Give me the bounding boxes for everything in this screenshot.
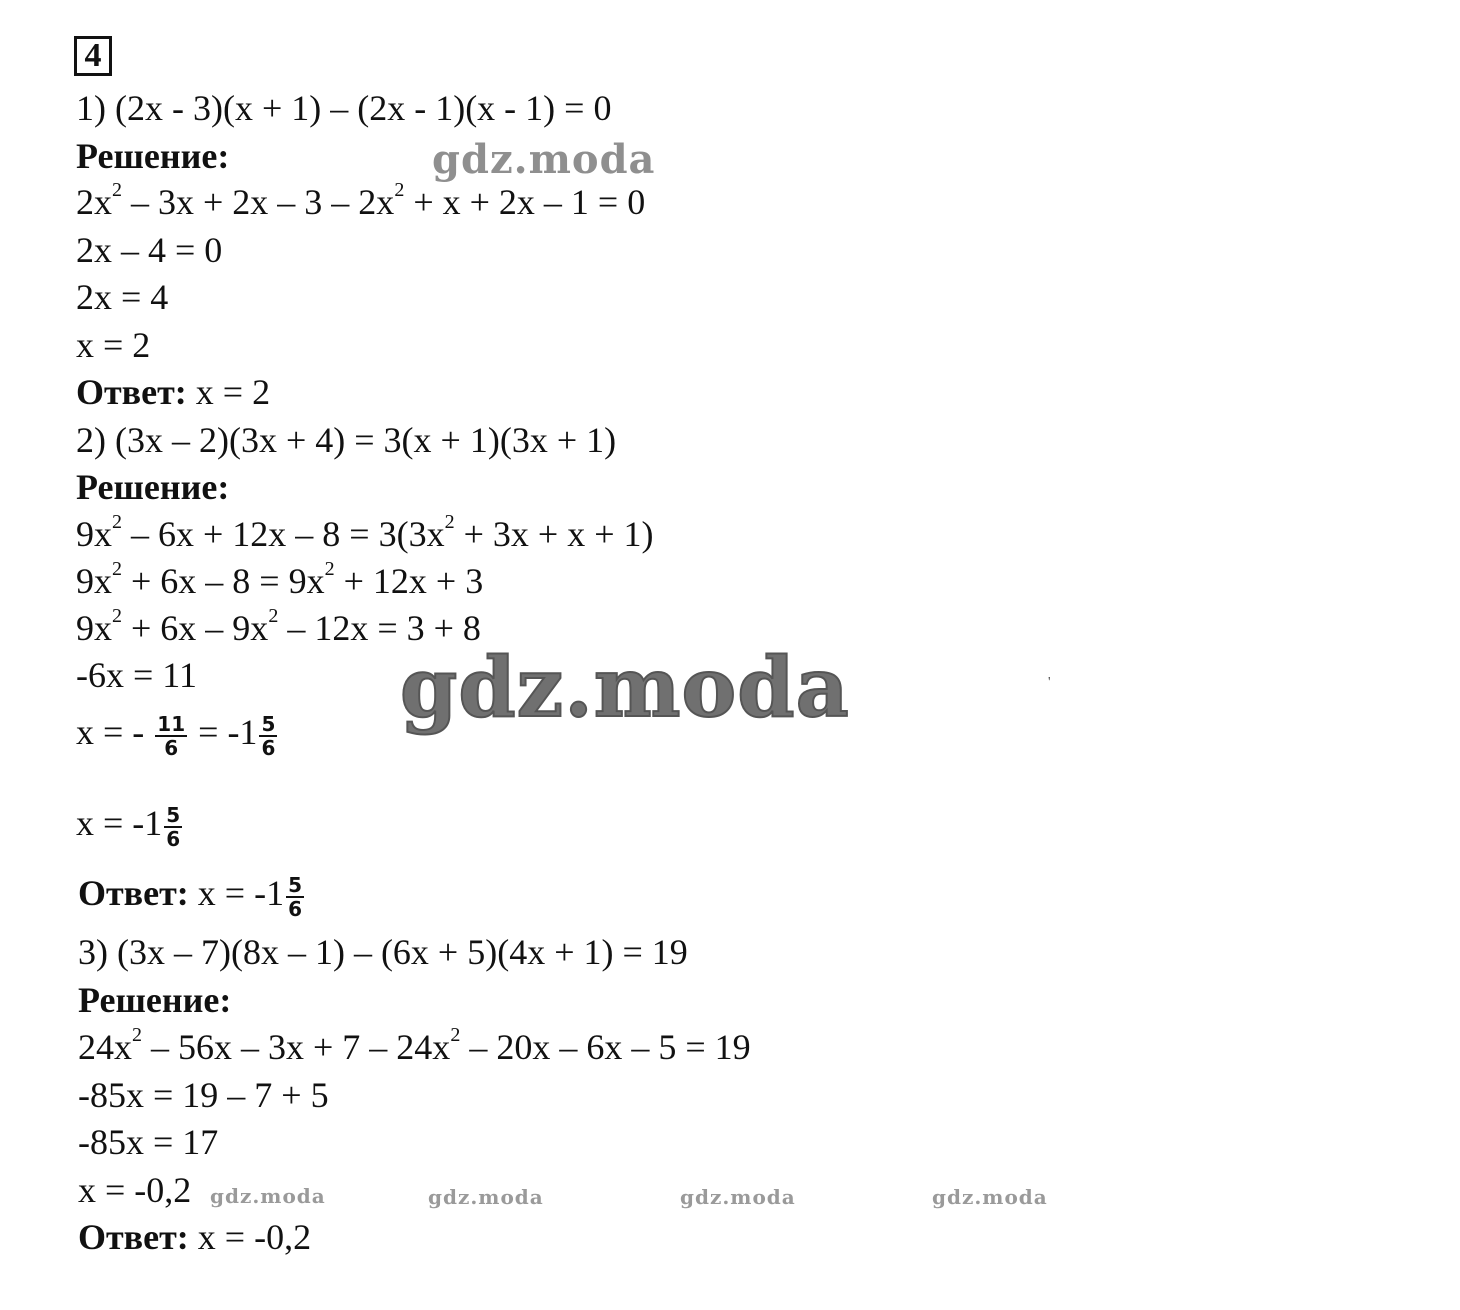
fraction-5-6: $\frac{5}{6}$: [166, 802, 181, 851]
problem-3-statement: 3) (3x – 7)(8x – 1) – (6x + 5)(4x + 1) = 19: [78, 932, 688, 972]
watermark-top: gdz.moda: [432, 136, 656, 183]
problem-1-statement: 1) (2x - 3)(x + 1) – (2x - 1)(x - 1) = 0: [76, 88, 612, 128]
problem-3-step-2: -85x = 19 – 7 + 5: [78, 1075, 329, 1115]
problem-3-step-1: $24x^2 - 56x - 3x + 7 - 24x^2 - 20x - 6x - 5 = 19$: [78, 1024, 751, 1067]
problem-2-step-6: x = -1 $\frac{5}{6}$: [76, 802, 181, 851]
problem-2-statement: 2) (3x – 2)(3x + 4) = 3(x + 1)(3x + 1): [76, 420, 617, 460]
problem-3-step-3: -85x = 17: [78, 1122, 219, 1162]
task-number: 4: [74, 36, 112, 76]
watermark-small-1: gdz.moda: [210, 1184, 326, 1208]
problem-1-step-3: 2x = 4: [76, 277, 169, 317]
watermark-small-4: gdz.moda: [932, 1185, 1048, 1209]
fraction-5-6: $\frac{5}{6}$: [261, 711, 276, 760]
problem-2-step-3: $9x^2 + 6x - 9x^2 - 12x = 3 + 8$: [76, 605, 481, 648]
problem-3-answer: Ответ: x = -0,2: [78, 1217, 312, 1257]
problem-2-step-1: $9x^2 - 6x + 12x - 8 = 3(3x^2 + 3x + x + 1)$: [76, 511, 654, 554]
watermark-center: gdz.moda: [400, 640, 850, 736]
problem-3-solution-label: Решение:: [78, 980, 232, 1020]
problem-1-solution-label: Решение:: [76, 136, 230, 176]
fraction-5-6: $\frac{5}{6}$: [288, 872, 302, 921]
problem-1-answer: Ответ: x = 2: [76, 372, 271, 412]
problem-2-step-4: -6x = 11: [76, 655, 197, 695]
problem-2-step-5: x = - $\frac{11}{6}$ = -1 $\frac{5}{6}$: [76, 711, 276, 760]
problem-1-step-4: x = 2: [76, 325, 151, 365]
problem-2-answer: Ответ: x = -1 $\frac{5}{6}$: [78, 872, 302, 921]
stray-mark: ': [1048, 675, 1051, 690]
problem-1-step-1: $2x^2 - 3x + 2x - 3 - 2x^2 + x + 2x - 1 = 0$: [76, 179, 646, 222]
problem-1-step-2: 2x – 4 = 0: [76, 230, 223, 270]
problem-2-solution-label: Решение:: [76, 467, 230, 507]
watermark-small-2: gdz.moda: [428, 1185, 544, 1209]
problem-2-step-2: $9x^2 + 6x - 8 = 9x^2 + 12x + 3$: [76, 558, 484, 601]
watermark-small-3: gdz.moda: [680, 1185, 796, 1209]
problem-3-step-4: x = -0,2: [78, 1170, 192, 1210]
fraction-11-6: $\frac{11}{6}$: [157, 711, 186, 760]
